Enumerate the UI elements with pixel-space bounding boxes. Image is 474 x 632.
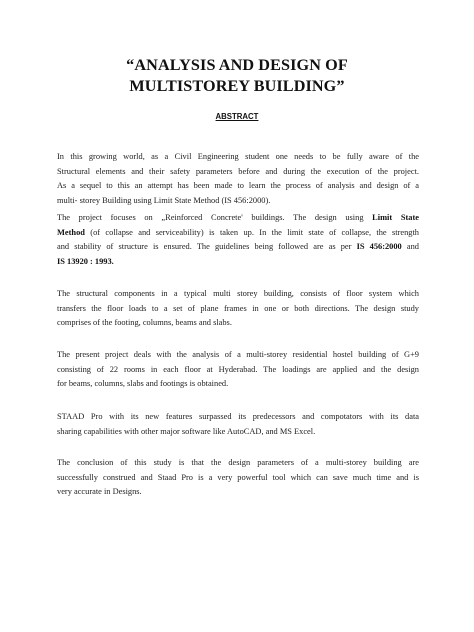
text-run: and: [401, 242, 419, 252]
text-run: (of collapse and serviceability) is taken up. In the limit state of collapse, the strength: [84, 227, 419, 237]
paragraph-line: STAAD Pro with its new features surpassed its predecessors and compotators with its data: [57, 412, 419, 421]
text-run: The project focuses on „Reinforced Concrete' buildings. The design using: [57, 213, 373, 222]
paragraph-line: very accurate in Designs.: [57, 487, 142, 497]
paragraph-line: The conclusion of this study is that the design parameters of a multi-storey building are: [57, 458, 419, 467]
paragraph-line: successfully construed and Staad Pro is a very powerful tool which can save much time and is: [57, 472, 419, 482]
paragraph-conclusion: [57, 456, 419, 500]
paragraph-project-focus: [57, 211, 419, 270]
abstract-heading: ABSTRACT: [215, 112, 259, 121]
paragraph-line: In this growing world, as a Civil Engineering student one needs to be fully aware of the: [57, 152, 419, 161]
bold-text-run: IS 13920 : 1993.: [57, 257, 114, 267]
paragraph-line: comprises of the footing, columns, beams and slabs.: [57, 318, 232, 328]
paragraph-line: [57, 255, 419, 270]
paragraph-present-project: [57, 348, 419, 392]
paragraph-line: As a sequel to this an attempt has been made to learn the process of analysis and design of a: [57, 181, 419, 191]
document-title-line-2: MULTISTOREY BUILDING”: [129, 77, 345, 95]
paragraph-line: multi- storey Building using Limit State Method (IS 456:2000).: [57, 196, 271, 206]
paragraph-intro: [57, 150, 419, 209]
document-title-line-1: “ANALYSIS AND DESIGN OF: [126, 56, 348, 74]
paragraph-line: The structural components in a typical multi storey building, consists of floor system which: [57, 289, 419, 298]
paragraph-line: sharing capabilities with other major software like AutoCAD, and MS Excel.: [57, 426, 316, 436]
paragraph-line: transfers the floor loads to a set of plane frames in one or both directions. The design study: [57, 303, 419, 313]
paragraph-line: consisting of 22 rooms in each floor at Hyderabad. The loadings are applied and the design: [57, 364, 419, 374]
paragraph-line: Structural elements and their safety parameters before and during the execution of the project.: [57, 166, 419, 176]
paragraph-line: [57, 211, 419, 226]
paragraph-staad-pro: [57, 410, 419, 439]
paragraph-line: for beams, columns, slabs and footings is obtained.: [57, 379, 229, 389]
bold-text-run: IS 456:2000: [356, 242, 402, 252]
paragraph-line: The present project deals with the analysis of a multi-storey residential hostel building of G+9: [57, 350, 419, 359]
bold-text-run: Limit State: [372, 213, 419, 222]
paragraph-line: [57, 240, 419, 255]
paragraph-line: [57, 226, 419, 241]
text-run: and stability of structure is ensured. The guidelines being followed are as per: [57, 242, 357, 252]
bold-text-run: Method: [57, 227, 85, 237]
paragraph-structural-components: [57, 287, 419, 331]
